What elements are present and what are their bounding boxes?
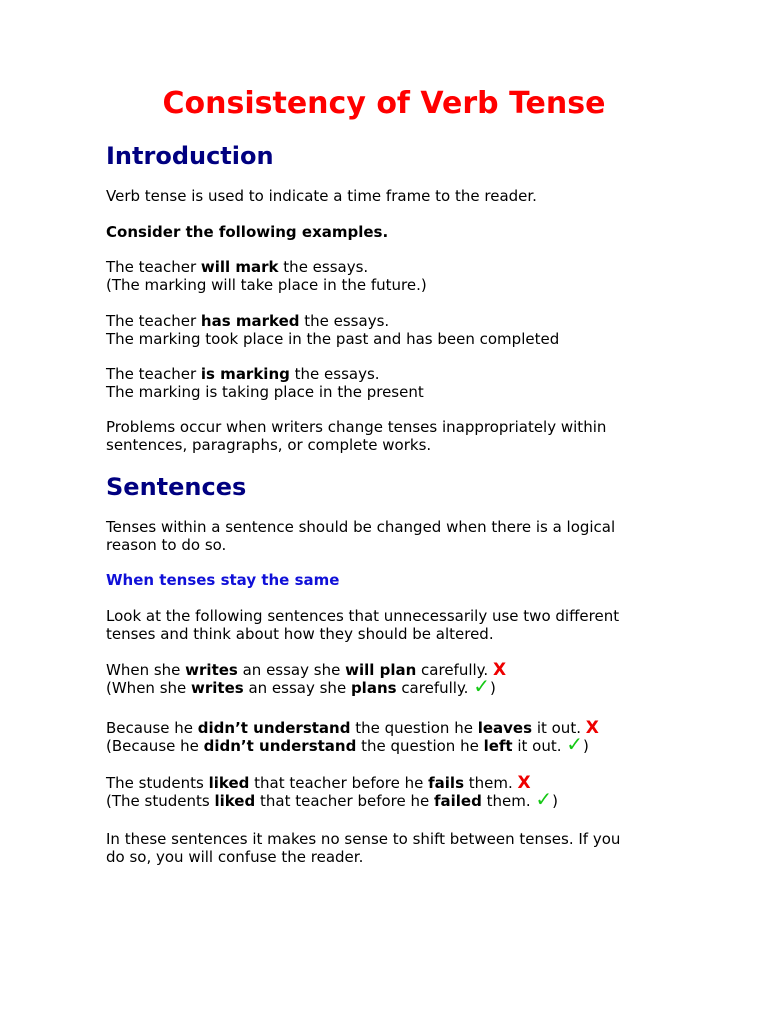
- incorrect-sentence: The students liked that teacher before he fails them. X: [106, 773, 531, 793]
- corrected-sentence: (When she writes an essay she plans carefully. ✓): [106, 674, 496, 698]
- sentences-heading: Sentences: [106, 473, 247, 501]
- intro-paragraph: Verb tense is used to indicate a time frame to the reader.: [106, 187, 537, 205]
- check-mark-icon: ✓: [566, 732, 584, 756]
- sentences-paragraph: Tenses within a sentence should be changed when there is a logical reason to do so.: [106, 518, 616, 554]
- example-is-marking: The teacher is marking the essays. The marking is taking place in the present: [106, 365, 424, 401]
- page-title: Consistency of Verb Tense: [162, 86, 606, 121]
- corrected-sentence: (Because he didn’t understand the question he left it out. ✓): [106, 732, 589, 756]
- problems-paragraph: Problems occur when writers change tenses inappropriately within sentences, paragraphs, or complete works.: [106, 418, 607, 454]
- incorrect-mark-icon: X: [585, 718, 599, 738]
- incorrect-sentence: Because he didn’t understand the question he leaves it out. X: [106, 718, 599, 738]
- example-sentence-1: [106, 661, 666, 697]
- conclusion-paragraph: In these sentences it makes no sense to shift between tenses. If you do so, you will confuse the reader.: [106, 830, 621, 866]
- incorrect-sentence: When she writes an essay she will plan carefully. X: [106, 660, 507, 680]
- example-sentence-3: [106, 774, 666, 810]
- same-tenses-subheading: When tenses stay the same: [106, 571, 340, 589]
- example-sentence-2: [106, 719, 666, 755]
- introduction-heading: Introduction: [106, 142, 274, 170]
- check-mark-icon: ✓: [535, 787, 553, 811]
- example-has-marked: The teacher has marked the essays. The marking took place in the past and has been completed: [106, 312, 560, 348]
- examples-lead: Consider the following examples.: [106, 223, 389, 241]
- corrected-sentence: (The students liked that teacher before he failed them. ✓): [106, 787, 559, 811]
- incorrect-mark-icon: X: [492, 660, 507, 680]
- look-paragraph: Look at the following sentences that unnecessarily use two different tenses and think about how they should be altered.: [106, 607, 620, 643]
- check-mark-icon: ✓: [473, 674, 490, 698]
- example-will-mark: The teacher will mark the essays. (The marking will take place in the future.): [106, 258, 427, 294]
- incorrect-mark-icon: X: [517, 773, 531, 793]
